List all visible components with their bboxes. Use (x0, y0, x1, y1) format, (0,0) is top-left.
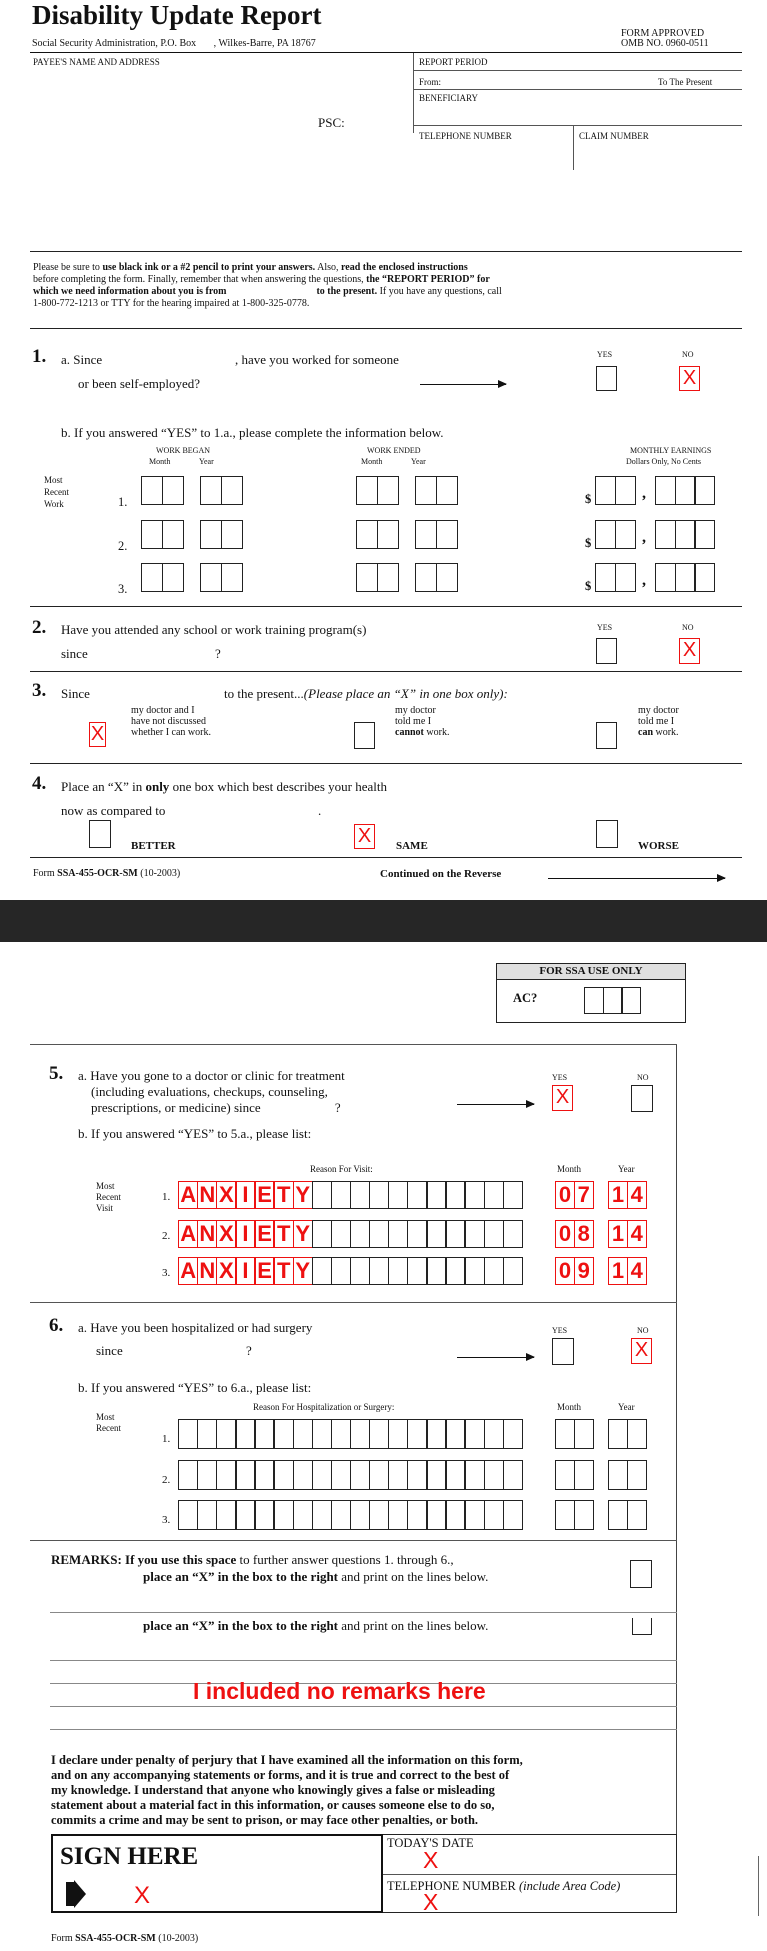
hosp-year-digit[interactable] (608, 1460, 628, 1490)
reason-cell[interactable] (369, 1257, 389, 1285)
form-number-footer: Form SSA-455-OCR-SM (10-2003) (33, 868, 181, 879)
reason-cell[interactable] (484, 1500, 504, 1530)
reason-visit-label: Reason For Visit: (310, 1164, 373, 1174)
ended-month-cells[interactable] (356, 520, 397, 549)
q1b-text: b. If you answered “YES” to 1.a., please complete the information below. (61, 425, 444, 440)
reason-cell[interactable] (235, 1419, 255, 1449)
reason-cell[interactable] (235, 1500, 255, 1530)
reason-hospitalization-label: Reason For Hospitalization or Surgery: (253, 1402, 395, 1412)
earnings-units-cells[interactable] (655, 520, 714, 549)
reason-cells[interactable] (178, 1181, 522, 1209)
reason-cell[interactable] (331, 1419, 351, 1449)
row-number: 2. (162, 1474, 171, 1486)
hosp-month-digit[interactable] (574, 1460, 594, 1490)
began-month-label: Month (149, 457, 171, 466)
earnings-comma: , (642, 485, 646, 502)
most-recent-work-label: Most Recent Work (44, 475, 69, 509)
hosp-year-cells[interactable] (608, 1500, 645, 1530)
claim-number-label: CLAIM NUMBER (579, 131, 649, 141)
q1a-question-cont: or been self-employed? (78, 376, 201, 391)
visit-year-cells[interactable] (608, 1220, 645, 1248)
reason-cell[interactable] (293, 1460, 313, 1490)
visit-month-cells[interactable] (555, 1220, 592, 1248)
visit-year-digit[interactable]: 1 (608, 1220, 628, 1248)
q6-arrow (457, 1357, 534, 1358)
row-number: 2. (118, 539, 128, 553)
reason-cell[interactable]: E (254, 1257, 274, 1285)
q3-option-cannot-work-checkbox[interactable] (354, 722, 375, 749)
ac-label: AC? (513, 991, 538, 1005)
visit-month-digit[interactable]: 7 (574, 1181, 594, 1209)
hosp-month-digit[interactable] (555, 1500, 575, 1530)
reason-cell[interactable]: T (273, 1181, 293, 1209)
row-number: 3. (118, 582, 128, 596)
q5-number: 5. (49, 1063, 64, 1084)
reason-cell[interactable] (350, 1257, 370, 1285)
form-number-footer-2: Form SSA-455-OCR-SM (10-2003) (51, 1933, 199, 1944)
remarks-instructions: REMARKS: If you use this space to further answer questions 1. through 6., place an “X” in the box to the right and print on the lines below. (51, 1552, 489, 1584)
ended-year-label: Year (411, 457, 426, 466)
most-recent-hosp-label: Most Recent (96, 1412, 121, 1433)
reason-cell[interactable] (388, 1460, 408, 1490)
hospitalization-reason-cells[interactable] (178, 1419, 522, 1449)
reason-cell[interactable]: Y (293, 1181, 313, 1209)
reason-cell[interactable]: Y (293, 1257, 313, 1285)
visit-year-cells[interactable] (608, 1181, 645, 1209)
reason-cell[interactable] (312, 1257, 332, 1285)
ac-cells[interactable] (584, 987, 640, 1014)
reason-cell[interactable] (407, 1220, 427, 1248)
remarks-checkbox-repeat[interactable] (632, 1618, 652, 1635)
reason-cell[interactable]: X (216, 1257, 236, 1285)
earnings-thousands-cells[interactable] (595, 563, 634, 592)
reason-cell[interactable] (445, 1419, 465, 1449)
hosp-month-label: Month (557, 1402, 582, 1412)
q5a-question: a. Have you gone to a doctor or clinic for treatment (including evaluations, checkups, counseling, prescriptions, or medicine) since ? (78, 1068, 345, 1115)
reason-cell[interactable]: A (178, 1220, 198, 1248)
hospitalization-reason-cells[interactable] (178, 1460, 522, 1490)
hosp-year-digit[interactable] (627, 1419, 647, 1449)
reason-cell[interactable] (503, 1460, 523, 1490)
reason-cell[interactable] (293, 1500, 313, 1530)
reason-cell[interactable] (331, 1500, 351, 1530)
earnings-units-cells[interactable] (655, 476, 714, 505)
hosp-year-digit[interactable] (627, 1460, 647, 1490)
q6-yes-checkbox[interactable] (552, 1338, 574, 1365)
visit-year-digit[interactable]: 4 (627, 1181, 647, 1209)
visit-year-digit[interactable]: 4 (627, 1220, 647, 1248)
reason-cell[interactable] (273, 1419, 293, 1449)
q6a-qmark: ? (246, 1343, 252, 1358)
reason-cells[interactable] (178, 1257, 522, 1285)
hosp-month-cells[interactable] (555, 1460, 592, 1490)
q2-no-checkbox[interactable]: X (679, 638, 700, 664)
omb-approval: FORM APPROVED OMB NO. 0960-0511 (621, 28, 709, 49)
reason-cell[interactable] (445, 1257, 465, 1285)
reason-cell[interactable] (178, 1500, 198, 1530)
q4-same-label: SAME (396, 840, 428, 852)
reason-cell[interactable] (426, 1419, 446, 1449)
q3-option-can-work-checkbox[interactable] (596, 722, 617, 749)
began-month-cells[interactable] (141, 563, 182, 592)
q2-no-label: NO (682, 623, 694, 632)
reason-cell[interactable]: T (273, 1257, 293, 1285)
reason-cell[interactable] (407, 1257, 427, 1285)
visit-month-cells[interactable] (555, 1181, 592, 1209)
reason-cell[interactable] (484, 1419, 504, 1449)
reason-cell[interactable] (407, 1419, 427, 1449)
reason-cell[interactable] (350, 1460, 370, 1490)
q4-better-label: BETTER (131, 840, 176, 852)
hosp-month-digit[interactable] (574, 1500, 594, 1530)
began-month-cells[interactable] (141, 476, 182, 505)
visit-month-cells[interactable] (555, 1257, 592, 1285)
reason-cell[interactable] (484, 1181, 504, 1209)
work-ended-header: WORK ENDED (367, 446, 421, 455)
hosp-month-digit[interactable] (574, 1419, 594, 1449)
reason-cell[interactable]: Y (293, 1220, 313, 1248)
reason-cell[interactable] (273, 1500, 293, 1530)
earnings-comma: , (642, 572, 646, 589)
visit-year-digit[interactable]: 1 (608, 1181, 628, 1209)
dollar-sign: $ (585, 536, 592, 550)
q4-period: . (318, 803, 322, 818)
reason-cell[interactable] (369, 1460, 389, 1490)
reason-cell[interactable] (178, 1419, 198, 1449)
reason-cell[interactable] (464, 1460, 484, 1490)
telephone-sign-label: TELEPHONE NUMBER (include Area Code) (387, 1879, 621, 1893)
reason-cell[interactable] (503, 1500, 523, 1530)
reason-cell[interactable] (369, 1220, 389, 1248)
telephone-label: TELEPHONE NUMBER (419, 131, 512, 141)
ssa-address: Social Security Administration, P.O. Box , Wilkes-Barre, PA 18767 (32, 38, 316, 49)
visit-year-label: Year (618, 1164, 635, 1174)
q3-question: to the present...(Please place an “X” in one box only): (224, 686, 508, 701)
reason-cell[interactable] (312, 1220, 332, 1248)
payee-label: PAYEE'S NAME AND ADDRESS (33, 57, 160, 67)
ended-month-cells[interactable] (356, 476, 397, 505)
reason-cell[interactable] (407, 1181, 427, 1209)
sign-here-label: SIGN HERE (60, 1843, 199, 1870)
q6b-text: b. If you answered “YES” to 6.a., please list: (78, 1380, 312, 1395)
q4-worse-checkbox[interactable] (596, 820, 618, 848)
reason-cell[interactable] (197, 1419, 217, 1449)
signature-box[interactable] (51, 1834, 383, 1913)
reason-cell[interactable] (293, 1419, 313, 1449)
began-year-cells[interactable] (200, 476, 241, 505)
q1-no-checkbox[interactable]: X (679, 366, 700, 391)
q2-number: 2. (32, 617, 47, 638)
reason-cell[interactable] (445, 1460, 465, 1490)
reason-cell[interactable] (254, 1460, 274, 1490)
ended-year-cells[interactable] (415, 563, 456, 592)
reason-cell[interactable] (312, 1419, 332, 1449)
continued-reverse: Continued on the Reverse (380, 868, 502, 880)
reason-cell[interactable] (216, 1419, 236, 1449)
reason-cell[interactable] (445, 1220, 465, 1248)
reason-cell[interactable] (235, 1460, 255, 1490)
earnings-units-cells[interactable] (655, 563, 714, 592)
visit-month-digit[interactable]: 0 (555, 1257, 575, 1285)
reason-cell[interactable] (484, 1220, 504, 1248)
reason-cell[interactable] (216, 1500, 236, 1530)
q6-no-checkbox[interactable]: X (631, 1338, 652, 1364)
visit-month-digit[interactable]: 0 (555, 1181, 575, 1209)
reason-cell[interactable] (254, 1500, 274, 1530)
from-label: From: (419, 77, 442, 87)
q4-number: 4. (32, 773, 47, 794)
reason-cell[interactable] (178, 1460, 198, 1490)
hosp-month-cells[interactable] (555, 1500, 592, 1530)
reason-cell[interactable] (426, 1500, 446, 1530)
earnings-thousands-cells[interactable] (595, 520, 634, 549)
q1-no-label: NO (682, 350, 694, 359)
reason-cell[interactable]: E (254, 1181, 274, 1209)
reason-cell[interactable] (484, 1460, 504, 1490)
reason-cell[interactable] (197, 1460, 217, 1490)
visit-month-digit[interactable]: 9 (574, 1257, 594, 1285)
reason-cell[interactable] (331, 1220, 351, 1248)
hosp-month-digit[interactable] (555, 1460, 575, 1490)
ended-year-cells[interactable] (415, 520, 456, 549)
q4-same-checkbox[interactable]: X (354, 824, 375, 849)
reason-cell[interactable] (426, 1460, 446, 1490)
began-month-cells[interactable] (141, 520, 182, 549)
q1-number: 1. (32, 346, 47, 367)
hosp-year-digit[interactable] (608, 1419, 628, 1449)
q5b-text: b. If you answered “YES” to 5.a., please list: (78, 1126, 312, 1141)
q2-since: since (61, 646, 88, 661)
reason-cell[interactable] (254, 1419, 274, 1449)
beneficiary-label: BENEFICIARY (419, 93, 479, 103)
reason-cell[interactable] (484, 1257, 504, 1285)
reason-cell[interactable] (388, 1257, 408, 1285)
reason-cell[interactable] (197, 1500, 217, 1530)
dollar-sign: $ (585, 492, 592, 506)
visit-month-digit[interactable]: 8 (574, 1220, 594, 1248)
reason-cell[interactable]: I (235, 1257, 255, 1285)
q3-option-not-discussed-checkbox[interactable]: X (90, 723, 105, 745)
reason-cell[interactable] (426, 1257, 446, 1285)
reason-cell[interactable] (216, 1460, 236, 1490)
reason-cell[interactable] (388, 1500, 408, 1530)
ended-month-label: Month (361, 457, 383, 466)
reason-cell[interactable] (407, 1500, 427, 1530)
date-phone-box (383, 1834, 677, 1913)
visit-year-cells[interactable] (608, 1257, 645, 1285)
row-number: 3. (162, 1514, 171, 1526)
reason-cell[interactable] (464, 1181, 484, 1209)
continued-arrow (548, 878, 725, 879)
hosp-year-cells[interactable] (608, 1419, 645, 1449)
phone-mark[interactable]: X (423, 1889, 439, 1915)
reason-cell[interactable] (464, 1257, 484, 1285)
q3-option-can-work-label: my doctor told me I can work. (638, 705, 679, 738)
perjury-declaration: I declare under penalty of perjury that I have examined all the information on this form, and on any accompanying statements or forms, and it is true and correct to the best of my knowledge. I understand that anyone who knowingly gives a false or misleading statement about a material fact in this information, or causes someone else to do so, commits a crime and may be sent to prison, or may face other penalties, or both. (51, 1753, 523, 1827)
q2-yes-label: YES (597, 623, 613, 632)
reason-cell[interactable]: A (178, 1257, 198, 1285)
earnings-comma: , (642, 529, 646, 546)
reason-cell[interactable] (503, 1419, 523, 1449)
hosp-year-digit[interactable] (627, 1500, 647, 1530)
reason-cell[interactable] (312, 1181, 332, 1209)
instructions: Please be sure to use black ink or a #2 pencil to print your answers. Also, read the enclosed instructions before completing the form. Finally, remember that when answering the questions, the “REPORT PERIOD” for which we need information about you is from to the present. If you have any questions, call 1-800-772-1213 or TTY for the hearing impaired at 1-800-325-0778. (33, 262, 502, 309)
work-began-header: WORK BEGAN (156, 446, 210, 455)
row-number: 1. (162, 1433, 171, 1445)
reason-cell[interactable]: X (216, 1220, 236, 1248)
remarks-checkbox[interactable] (630, 1560, 652, 1588)
q3-option-not-discussed-label: my doctor and I have not discussed whether I can work. (131, 705, 211, 738)
q1a-question: , have you worked for someone (235, 352, 399, 367)
dollars-note: Dollars Only, No Cents (626, 457, 702, 466)
psc-label: PSC: (318, 115, 345, 130)
q4-worse-label: WORSE (638, 840, 679, 852)
reason-cell[interactable]: I (235, 1181, 255, 1209)
q6-no-label: NO (637, 1326, 649, 1335)
most-recent-visit-label: Most Recent Visit (96, 1181, 121, 1213)
q6-number: 6. (49, 1315, 64, 1336)
reason-cell[interactable] (445, 1500, 465, 1530)
reason-cell[interactable] (331, 1257, 351, 1285)
reason-cell[interactable] (464, 1500, 484, 1530)
visit-month-digit[interactable]: 0 (555, 1220, 575, 1248)
remarks-repeat-instructions: place an “X” in the box to the right and print on the lines below. (143, 1618, 489, 1633)
reason-cell[interactable] (331, 1460, 351, 1490)
q2-qmark: ? (215, 646, 221, 661)
q3-since: Since (61, 686, 90, 701)
q5-arrow (457, 1104, 534, 1105)
q5-no-checkbox[interactable] (631, 1085, 653, 1112)
reason-cell[interactable] (273, 1460, 293, 1490)
q5-no-label: NO (637, 1073, 649, 1082)
reason-cell[interactable] (503, 1257, 523, 1285)
reason-cell[interactable] (445, 1181, 465, 1209)
q4-question: Place an “X” in only one box which best describes your health (61, 779, 388, 794)
q3-number: 3. (32, 680, 47, 701)
q5-yes-checkbox[interactable]: X (552, 1085, 573, 1111)
hosp-year-digit[interactable] (608, 1500, 628, 1530)
visit-year-digit[interactable]: 4 (627, 1257, 647, 1285)
reason-cell[interactable]: A (178, 1181, 198, 1209)
remarks-handwritten-text: I included no remarks here (193, 1678, 486, 1704)
q4-compared-to: now as compared to (61, 803, 166, 818)
hospitalization-reason-cells[interactable] (178, 1500, 522, 1530)
q2-yes-checkbox[interactable] (596, 638, 617, 664)
date-mark[interactable]: X (423, 1847, 439, 1873)
began-year-cells[interactable] (200, 563, 241, 592)
hosp-year-label: Year (618, 1402, 635, 1412)
q1a-since: a. Since (61, 352, 103, 367)
reason-cell[interactable] (388, 1181, 408, 1209)
reason-cell[interactable] (503, 1220, 523, 1248)
sign-arrow-icon (66, 1882, 74, 1906)
reason-cell[interactable] (369, 1419, 389, 1449)
reason-cell[interactable] (388, 1220, 408, 1248)
reason-cell[interactable] (407, 1460, 427, 1490)
report-period-label: REPORT PERIOD (419, 57, 488, 67)
earnings-thousands-cells[interactable] (595, 476, 634, 505)
form-title: Disability Update Report (32, 0, 322, 30)
reason-cell[interactable]: E (254, 1220, 274, 1248)
began-year-label: Year (199, 457, 214, 466)
signature-mark: X (134, 1882, 151, 1909)
reason-cell[interactable]: T (273, 1220, 293, 1248)
row-number: 1. (118, 495, 128, 509)
q5-yes-label: YES (552, 1073, 568, 1082)
row-number: 3. (162, 1267, 171, 1279)
q1-yes-label: YES (597, 350, 613, 359)
reason-cell[interactable] (369, 1500, 389, 1530)
q2-question: Have you attended any school or work training program(s) (61, 622, 367, 637)
ended-month-cells[interactable] (356, 563, 397, 592)
page-separator (0, 900, 767, 942)
reason-cell[interactable] (350, 1419, 370, 1449)
to-present-label: To The Present (658, 77, 713, 87)
reason-cell[interactable] (312, 1500, 332, 1530)
reason-cell[interactable]: N (197, 1181, 217, 1209)
reason-cell[interactable] (426, 1220, 446, 1248)
reason-cell[interactable] (388, 1419, 408, 1449)
dollar-sign: $ (585, 579, 592, 593)
hosp-month-cells[interactable] (555, 1419, 592, 1449)
reason-cell[interactable] (350, 1181, 370, 1209)
reason-cell[interactable] (312, 1460, 332, 1490)
reason-cell[interactable] (464, 1220, 484, 1248)
reason-cell[interactable]: N (197, 1220, 217, 1248)
hosp-month-digit[interactable] (555, 1419, 575, 1449)
reason-cell[interactable] (464, 1419, 484, 1449)
began-year-cells[interactable] (200, 520, 241, 549)
monthly-earnings-header: MONTHLY EARNINGS (630, 446, 712, 455)
q4-better-checkbox[interactable] (89, 820, 111, 848)
ended-year-cells[interactable] (415, 476, 456, 505)
ssa-use-title: FOR SSA USE ONLY (497, 964, 685, 980)
reason-cell[interactable]: N (197, 1257, 217, 1285)
q6a-since: since (96, 1343, 123, 1358)
visit-year-digit[interactable]: 1 (608, 1257, 628, 1285)
reason-cell[interactable] (503, 1181, 523, 1209)
q1-arrow (420, 384, 506, 385)
q6a-question: a. Have you been hospitalized or had surgery (78, 1320, 313, 1335)
reason-cell[interactable] (331, 1181, 351, 1209)
q3-option-cannot-work-label: my doctor told me I cannot work. (395, 705, 450, 738)
todays-date-label: TODAY'S DATE (387, 1836, 474, 1850)
visit-month-label: Month (557, 1164, 582, 1174)
reason-cell[interactable]: X (216, 1181, 236, 1209)
q1-yes-checkbox[interactable] (596, 366, 617, 391)
q6-yes-label: YES (552, 1326, 568, 1335)
ssa-use-only-box (496, 963, 686, 1023)
reason-cell[interactable] (350, 1500, 370, 1530)
reason-cell[interactable] (426, 1181, 446, 1209)
reason-cell[interactable] (369, 1181, 389, 1209)
reason-cell[interactable] (350, 1220, 370, 1248)
reason-cells[interactable] (178, 1220, 522, 1248)
hosp-year-cells[interactable] (608, 1460, 645, 1490)
reason-cell[interactable]: I (235, 1220, 255, 1248)
row-number: 2. (162, 1230, 171, 1242)
row-number: 1. (162, 1191, 171, 1203)
